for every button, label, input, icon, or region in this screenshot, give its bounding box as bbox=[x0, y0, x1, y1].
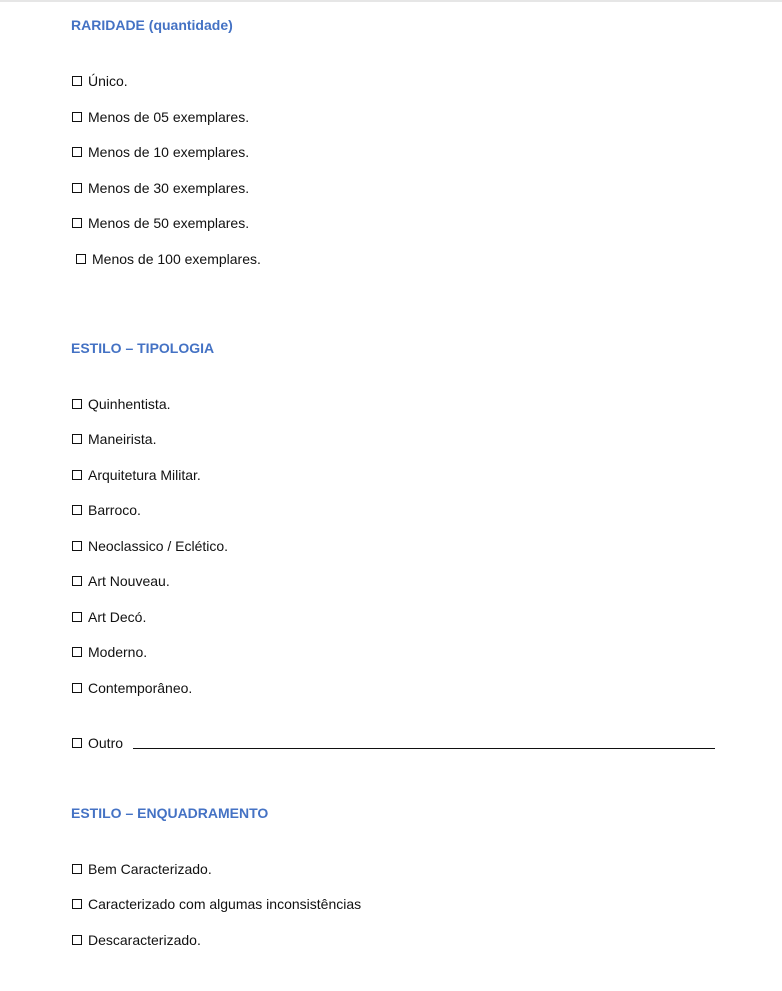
checkbox-icon[interactable] bbox=[76, 254, 86, 264]
checkbox-option[interactable] bbox=[72, 395, 171, 413]
option-label: Menos de 10 exemplares. bbox=[88, 144, 250, 160]
page-top-border bbox=[0, 0, 782, 2]
checkbox-icon[interactable] bbox=[72, 576, 82, 586]
option-label: Contemporâneo. bbox=[88, 680, 193, 696]
checkbox-option[interactable] bbox=[72, 72, 128, 90]
checkbox-option[interactable] bbox=[72, 179, 249, 197]
option-label: Moderno. bbox=[88, 644, 148, 660]
option-label: Menos de 100 exemplares. bbox=[92, 251, 261, 267]
option-label: Maneirista. bbox=[88, 431, 157, 447]
option-label: Barroco. bbox=[88, 502, 141, 518]
checkbox-option[interactable] bbox=[72, 608, 146, 626]
checkbox-option[interactable] bbox=[72, 466, 201, 484]
section-title-raridade: RARIDADE (quantidade) bbox=[71, 17, 233, 33]
option-label: Art Nouveau. bbox=[88, 573, 170, 589]
checkbox-option[interactable] bbox=[72, 537, 228, 555]
checkbox-option[interactable] bbox=[72, 860, 212, 878]
option-label: Caracterizado com algumas inconsistências bbox=[88, 896, 362, 912]
option-label: Menos de 50 exemplares. bbox=[88, 215, 250, 231]
checkbox-option[interactable] bbox=[72, 214, 249, 232]
other-fill-line[interactable] bbox=[133, 747, 715, 749]
checkbox-icon[interactable] bbox=[72, 864, 82, 874]
section-title-tipologia: ESTILO – TIPOLOGIA bbox=[71, 340, 215, 356]
checkbox-option[interactable] bbox=[72, 679, 192, 697]
checkbox-option[interactable] bbox=[72, 643, 147, 661]
checkbox-icon[interactable] bbox=[72, 505, 82, 515]
checkbox-icon[interactable] bbox=[72, 76, 82, 86]
option-label: Menos de 05 exemplares. bbox=[88, 109, 250, 125]
checkbox-icon[interactable] bbox=[72, 183, 82, 193]
checkbox-option[interactable] bbox=[72, 108, 249, 126]
checkbox-icon[interactable] bbox=[72, 470, 82, 480]
checkbox-option[interactable] bbox=[72, 931, 201, 949]
option-label: Menos de 30 exemplares. bbox=[88, 180, 250, 196]
checkbox-icon[interactable] bbox=[72, 738, 82, 748]
checkbox-icon[interactable] bbox=[72, 218, 82, 228]
checkbox-icon[interactable] bbox=[72, 612, 82, 622]
checkbox-icon[interactable] bbox=[72, 112, 82, 122]
option-label: Descaracterizado. bbox=[88, 932, 201, 948]
checkbox-icon[interactable] bbox=[72, 541, 82, 551]
option-label: Único. bbox=[88, 73, 128, 89]
option-label: Art Decó. bbox=[88, 609, 147, 625]
section-title-enquadramento: ESTILO – ENQUADRAMENTO bbox=[71, 805, 269, 821]
checkbox-icon[interactable] bbox=[72, 647, 82, 657]
option-label: Outro bbox=[88, 735, 124, 751]
option-label: Bem Caracterizado. bbox=[88, 861, 212, 877]
checkbox-icon[interactable] bbox=[72, 683, 82, 693]
checkbox-option-other[interactable] bbox=[72, 734, 715, 752]
option-label: Quinhentista. bbox=[88, 396, 171, 412]
option-label: Arquitetura Militar. bbox=[88, 467, 201, 483]
checkbox-icon[interactable] bbox=[72, 399, 82, 409]
checkbox-option[interactable] bbox=[76, 250, 261, 268]
checkbox-icon[interactable] bbox=[72, 899, 82, 909]
checkbox-icon[interactable] bbox=[72, 147, 82, 157]
checkbox-icon[interactable] bbox=[72, 434, 82, 444]
option-label: Neoclassico / Eclético. bbox=[88, 538, 229, 554]
checkbox-option[interactable] bbox=[72, 430, 156, 448]
checkbox-option[interactable] bbox=[72, 572, 170, 590]
checkbox-option[interactable] bbox=[72, 895, 361, 913]
checkbox-icon[interactable] bbox=[72, 935, 82, 945]
checkbox-option[interactable] bbox=[72, 143, 249, 161]
checkbox-option[interactable] bbox=[72, 501, 141, 519]
